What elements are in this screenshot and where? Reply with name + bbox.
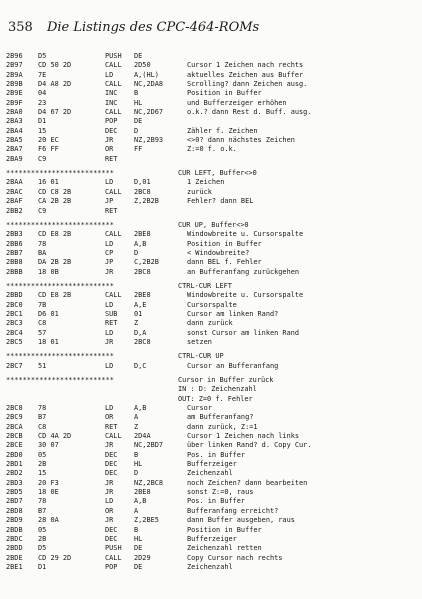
address: 2BDB	[6, 525, 23, 534]
address: 2BAF	[6, 197, 23, 206]
mnemonic: RET	[105, 422, 118, 431]
hex-bytes: 2B	[38, 460, 47, 469]
address: 2BDD	[6, 544, 23, 553]
address: 2BD7	[6, 497, 23, 506]
operand: 2D4A	[134, 432, 151, 441]
mnemonic: JR	[105, 478, 114, 487]
comment: zurück	[187, 187, 212, 196]
code-line	[6, 338, 418, 347]
operand: 2BE8	[134, 291, 151, 300]
address: 2BDE	[6, 553, 23, 562]
code-line	[6, 89, 418, 98]
section-title: IN : D: Zeichenzahl	[178, 385, 257, 394]
hex-bytes: 78	[38, 404, 47, 413]
hex-bytes: 15	[38, 469, 47, 478]
address: 2B96	[6, 52, 23, 60]
comment: sonst Z:=0, raus	[187, 488, 254, 497]
comment: Position in Buffer	[187, 239, 262, 248]
mnemonic: JR	[105, 441, 114, 450]
comment: Pos. in Buffer	[187, 450, 246, 459]
address: 2BB8	[6, 258, 23, 267]
code-line	[6, 362, 418, 371]
mnemonic: CP	[105, 248, 114, 257]
comment: Scrolling? dann Zeichen ausg.	[187, 80, 308, 89]
mnemonic: LD	[105, 497, 114, 506]
address: 2B9A	[6, 70, 23, 79]
address: 2BCE	[6, 441, 23, 450]
separator-stars: **************************	[6, 220, 114, 229]
code-line	[6, 178, 418, 187]
operand: D	[134, 126, 139, 135]
operand: Z,2B2B	[134, 197, 159, 206]
operand: D	[134, 248, 139, 257]
address: 2BC0	[6, 300, 23, 309]
hex-bytes: 51	[38, 361, 47, 370]
section-header	[6, 221, 418, 230]
page-title: Die Listings des CPC-464-ROMs	[46, 20, 260, 35]
operand: 2BE8	[134, 488, 151, 497]
address: 2BC1	[6, 309, 23, 318]
address: 2BE1	[6, 562, 23, 571]
section-title: OUT: Z=0 f. Fehler	[178, 394, 253, 403]
hex-bytes: 7E	[38, 70, 47, 79]
hex-bytes: B7	[38, 413, 47, 422]
operand: NC,2BD7	[134, 441, 164, 450]
separator-stars: **************************	[6, 281, 114, 290]
code-line	[6, 145, 418, 154]
code-line	[6, 136, 418, 145]
address: 2BBB	[6, 267, 23, 276]
code-line	[6, 188, 418, 197]
separator-stars: **************************	[6, 376, 114, 384]
comment: Copy Cursor nach rechts	[187, 553, 283, 562]
mnemonic: JR	[105, 488, 114, 497]
comment: Pos. in Buffer	[187, 497, 246, 506]
mnemonic: POP	[105, 117, 118, 126]
comment: dann zurück, Z:=1	[187, 422, 258, 431]
mnemonic: CALL	[105, 432, 122, 441]
address: 2BCA	[6, 422, 23, 431]
comment: 1 Zeichen	[187, 178, 225, 187]
code-line	[6, 197, 418, 206]
code-line	[6, 516, 418, 525]
operand: NC,2D67	[134, 108, 164, 117]
operand: HL	[134, 98, 143, 107]
code-line	[6, 404, 418, 413]
address: 2BD9	[6, 516, 23, 525]
address: 2BDC	[6, 534, 23, 543]
hex-bytes: 30 07	[38, 441, 59, 450]
address: 2BD3	[6, 478, 23, 487]
comment: Cursor	[187, 404, 212, 413]
mnemonic: JR	[105, 516, 114, 525]
comment: dann Buffer ausgeben, raus	[187, 516, 295, 525]
comment: Cursor am linken Rand?	[187, 309, 279, 318]
section-title: CTRL-CUR UP	[178, 352, 224, 361]
operand: A,B	[134, 497, 147, 506]
operand: FF	[134, 145, 143, 154]
mnemonic: OR	[105, 506, 114, 515]
address: 2B9F	[6, 98, 23, 107]
code-line	[6, 479, 418, 488]
code-line	[6, 117, 418, 126]
mnemonic: JR	[105, 337, 114, 346]
comment: o.k.? dann Rest d. Buff. ausg.	[187, 108, 312, 117]
code-line	[6, 258, 418, 267]
address: 2BC7	[6, 361, 23, 370]
mnemonic: DEC	[105, 126, 118, 135]
comment: Position in Buffer	[187, 89, 262, 98]
hex-bytes: D1	[38, 562, 47, 571]
address: 2BC5	[6, 337, 23, 346]
operand: HL	[134, 534, 143, 543]
hex-bytes: D6 01	[38, 309, 59, 318]
operand: 2D29	[134, 553, 151, 562]
comment: Zeichenzahl retten	[187, 544, 262, 553]
mnemonic: CALL	[105, 187, 122, 196]
operand: A	[134, 413, 139, 422]
comment: Bufferzeiger	[187, 460, 237, 469]
hex-bytes: CD E8 2B	[38, 230, 72, 239]
mnemonic: DEC	[105, 460, 118, 469]
mnemonic: LD	[105, 300, 114, 309]
section-title: Cursor in Buffer zurück	[178, 376, 274, 384]
address: 2BA0	[6, 108, 23, 117]
mnemonic: DEC	[105, 534, 118, 543]
section-title: CUR LEFT, Buffer<>0	[178, 169, 257, 178]
hex-bytes: 05	[38, 450, 47, 459]
operand: B	[134, 450, 139, 459]
code-line	[6, 441, 418, 450]
mnemonic: INC	[105, 98, 118, 107]
comment: Cursor 1 Zeichen nach links	[187, 432, 300, 441]
comment: Zähler f. Zeichen	[187, 126, 258, 135]
mnemonic: CALL	[105, 61, 122, 70]
address: 2BB3	[6, 230, 23, 239]
hex-bytes: 18 01	[38, 337, 59, 346]
code-line	[6, 52, 418, 61]
mnemonic: OR	[105, 413, 114, 422]
code-line	[6, 71, 418, 80]
hex-bytes: CA 2B 2B	[38, 197, 72, 206]
comment: Cursorspalte	[187, 300, 237, 309]
mnemonic: CALL	[105, 108, 122, 117]
operand: A,E	[134, 300, 147, 309]
mnemonic: INC	[105, 89, 118, 98]
operand: B	[134, 89, 139, 98]
comment: noch Zeichen? dann bearbeiten	[187, 478, 308, 487]
comment: und Bufferzeiger erhöhen	[187, 98, 287, 107]
operand: NZ,2B93	[134, 136, 164, 145]
hex-bytes: BA	[38, 248, 47, 257]
hex-bytes: C9	[38, 154, 47, 163]
address: 2BD8	[6, 506, 23, 515]
code-line	[6, 507, 418, 516]
code-line	[6, 451, 418, 460]
hex-bytes: CD 4A 2D	[38, 432, 72, 441]
address: 2BA9	[6, 154, 23, 163]
operand: Z	[134, 319, 139, 328]
address: 2BB7	[6, 248, 23, 257]
hex-bytes: CD 50 2D	[38, 61, 72, 70]
hex-bytes: D5	[38, 52, 47, 60]
address: 2BD1	[6, 460, 23, 469]
hex-bytes: 18 0E	[38, 488, 59, 497]
operand: A,(HL)	[134, 70, 159, 79]
comment: Cursor an Bufferanfang	[187, 361, 279, 370]
address: 2BCB	[6, 432, 23, 441]
comment: Position in Buffer	[187, 525, 262, 534]
hex-bytes: D1	[38, 117, 47, 126]
mnemonic: DEC	[105, 450, 118, 459]
address: 2BD2	[6, 469, 23, 478]
code-line	[6, 230, 418, 239]
code-line	[6, 497, 418, 506]
comment: Zeichenzahl	[187, 469, 233, 478]
address: 2BA3	[6, 117, 23, 126]
comment: aktuelles Zeichen aus Buffer	[187, 70, 304, 79]
address: 2BC3	[6, 319, 23, 328]
code-line	[6, 329, 418, 338]
address: 2BA5	[6, 136, 23, 145]
address: 2BD5	[6, 488, 23, 497]
mnemonic: LD	[105, 328, 114, 337]
hex-bytes: F6 FF	[38, 145, 59, 154]
hex-bytes: 57	[38, 328, 47, 337]
operand: D,C	[134, 361, 147, 370]
section-header	[6, 282, 418, 291]
hex-bytes: 78	[38, 497, 47, 506]
mnemonic: JR	[105, 136, 114, 145]
comment: Bufferzeiger	[187, 534, 237, 543]
mnemonic: LD	[105, 361, 114, 370]
hex-bytes: 18 0B	[38, 267, 59, 276]
comment: <>0? dann nächstes Zeichen	[187, 136, 295, 145]
comment: am Bufferanfang?	[187, 413, 254, 422]
mnemonic: JP	[105, 197, 114, 206]
code-line	[6, 127, 418, 136]
mnemonic: OR	[105, 145, 114, 154]
address: 2BAA	[6, 178, 23, 187]
code-line	[6, 423, 418, 432]
operand: D	[134, 469, 139, 478]
mnemonic: PUSH	[105, 544, 122, 553]
code-line	[6, 544, 418, 553]
operand: 2BC8	[134, 267, 151, 276]
mnemonic: LD	[105, 404, 114, 413]
address: 2BA4	[6, 126, 23, 135]
comment: dann BEL f. Fehler	[187, 258, 262, 267]
address: 2BD0	[6, 450, 23, 459]
mnemonic: POP	[105, 562, 118, 571]
address: 2B97	[6, 61, 23, 70]
operand: 2BC8	[134, 337, 151, 346]
separator-stars: **************************	[6, 352, 114, 361]
comment: Fehler? dann BEL	[187, 197, 254, 206]
address: 2B9B	[6, 80, 23, 89]
section-header	[6, 376, 418, 385]
address: 2BBD	[6, 291, 23, 300]
address: 2BC4	[6, 328, 23, 337]
operand: 2D50	[134, 61, 151, 70]
hex-bytes: 16 01	[38, 178, 59, 187]
comment: Bufferanfang erreicht?	[187, 506, 279, 515]
section-header	[6, 169, 418, 178]
code-line	[6, 268, 418, 277]
mnemonic: JR	[105, 267, 114, 276]
comment: dann zurück	[187, 319, 233, 328]
address: 2BC8	[6, 404, 23, 413]
hex-bytes: 04	[38, 89, 47, 98]
code-line	[6, 535, 418, 544]
operand: DE	[134, 52, 143, 60]
mnemonic: LD	[105, 239, 114, 248]
operand: C,2B2B	[134, 258, 159, 267]
comment: über linken Rand? d. Copy Cur.	[187, 441, 312, 450]
section-title: CTRL-CUR LEFT	[178, 281, 232, 290]
section-header	[6, 395, 418, 404]
address: 2BC9	[6, 413, 23, 422]
hex-bytes: 20 EC	[38, 136, 59, 145]
address: 2BA7	[6, 145, 23, 154]
comment: Cursor 1 Zeichen nach rechts	[187, 61, 304, 70]
operand: NZ,2BC8	[134, 478, 164, 487]
code-line	[6, 240, 418, 249]
code-line	[6, 554, 418, 563]
hex-bytes: 28 0A	[38, 516, 59, 525]
operand: DE	[134, 562, 143, 571]
hex-bytes: 2B	[38, 534, 47, 543]
code-line	[6, 207, 418, 216]
hex-bytes: D5	[38, 544, 47, 553]
code-line	[6, 310, 418, 319]
comment: an Bufferanfang zurückgehen	[187, 267, 300, 276]
comment: < Windowbreite?	[187, 248, 250, 257]
mnemonic: CALL	[105, 80, 122, 89]
code-line	[6, 108, 418, 117]
operand: D,A	[134, 328, 147, 337]
mnemonic: DEC	[105, 525, 118, 534]
operand: DE	[134, 544, 143, 553]
comment: sonst Cursor am linken Rand	[187, 328, 300, 337]
hex-bytes: CD C8 2B	[38, 187, 72, 196]
hex-bytes: 23	[38, 98, 47, 107]
operand: 2BE8	[134, 230, 151, 239]
hex-bytes: C8	[38, 319, 47, 328]
mnemonic: RET	[105, 206, 118, 215]
code-line	[6, 99, 418, 108]
section-title: CUR UP, Buffer<>0	[178, 220, 249, 229]
comment: Windowbreite u. Cursorspalte	[187, 230, 304, 239]
operand: DE	[134, 117, 143, 126]
page-number: 358	[8, 20, 33, 35]
code-line	[6, 319, 418, 328]
code-line	[6, 413, 418, 422]
mnemonic: RET	[105, 154, 118, 163]
hex-bytes: CD E8 2B	[38, 291, 72, 300]
operand: A	[134, 506, 139, 515]
address: 2BB6	[6, 239, 23, 248]
hex-bytes: 78	[38, 239, 47, 248]
hex-bytes: DA 2B 2B	[38, 258, 72, 267]
mnemonic: CALL	[105, 553, 122, 562]
operand: 01	[134, 309, 143, 318]
hex-bytes: 15	[38, 126, 47, 135]
code-line	[6, 291, 418, 300]
operand: NC,2DA8	[134, 80, 164, 89]
operand: A,B	[134, 239, 147, 248]
comment: Zeichenzahl	[187, 562, 233, 571]
section-header	[6, 352, 418, 361]
code-line	[6, 563, 418, 572]
hex-bytes: 20 F3	[38, 478, 59, 487]
mnemonic: CALL	[105, 230, 122, 239]
code-line	[6, 460, 418, 469]
mnemonic: DEC	[105, 469, 118, 478]
mnemonic: PUSH	[105, 52, 122, 60]
separator-stars: **************************	[6, 169, 114, 178]
mnemonic: CALL	[105, 291, 122, 300]
hex-bytes: B7	[38, 506, 47, 515]
mnemonic: LD	[105, 70, 114, 79]
operand: HL	[134, 460, 143, 469]
code-line	[6, 80, 418, 89]
hex-bytes: C9	[38, 206, 47, 215]
operand: A,B	[134, 404, 147, 413]
mnemonic: JP	[105, 258, 114, 267]
code-line	[6, 488, 418, 497]
code-line	[6, 432, 418, 441]
code-line	[6, 249, 418, 258]
comment: setzen	[187, 337, 212, 346]
code-line	[6, 526, 418, 535]
mnemonic: SUB	[105, 309, 118, 318]
hex-bytes: C8	[38, 422, 47, 431]
code-line	[6, 469, 418, 478]
code-line	[6, 61, 418, 70]
hex-bytes: D4 67 2D	[38, 108, 72, 117]
code-line	[6, 155, 418, 164]
section-header	[6, 385, 418, 394]
operand: Z,2BE5	[134, 516, 159, 525]
operand: Z	[134, 422, 139, 431]
hex-bytes: CD 29 2D	[38, 553, 72, 562]
address: 2BB2	[6, 206, 23, 215]
code-line	[6, 301, 418, 310]
mnemonic: RET	[105, 319, 118, 328]
assembly-listing	[6, 52, 418, 572]
address: 2B9E	[6, 89, 23, 98]
page-header	[8, 20, 408, 38]
mnemonic: LD	[105, 178, 114, 187]
comment: Z:=0 f. o.k.	[187, 145, 237, 154]
hex-bytes: 7B	[38, 300, 47, 309]
hex-bytes: 05	[38, 525, 47, 534]
operand: D,01	[134, 178, 151, 187]
operand: B	[134, 525, 139, 534]
operand: 2BC8	[134, 187, 151, 196]
address: 2BAC	[6, 187, 23, 196]
hex-bytes: D4 A8 2D	[38, 80, 72, 89]
comment: Windowbreite u. Cursorspalte	[187, 291, 304, 300]
